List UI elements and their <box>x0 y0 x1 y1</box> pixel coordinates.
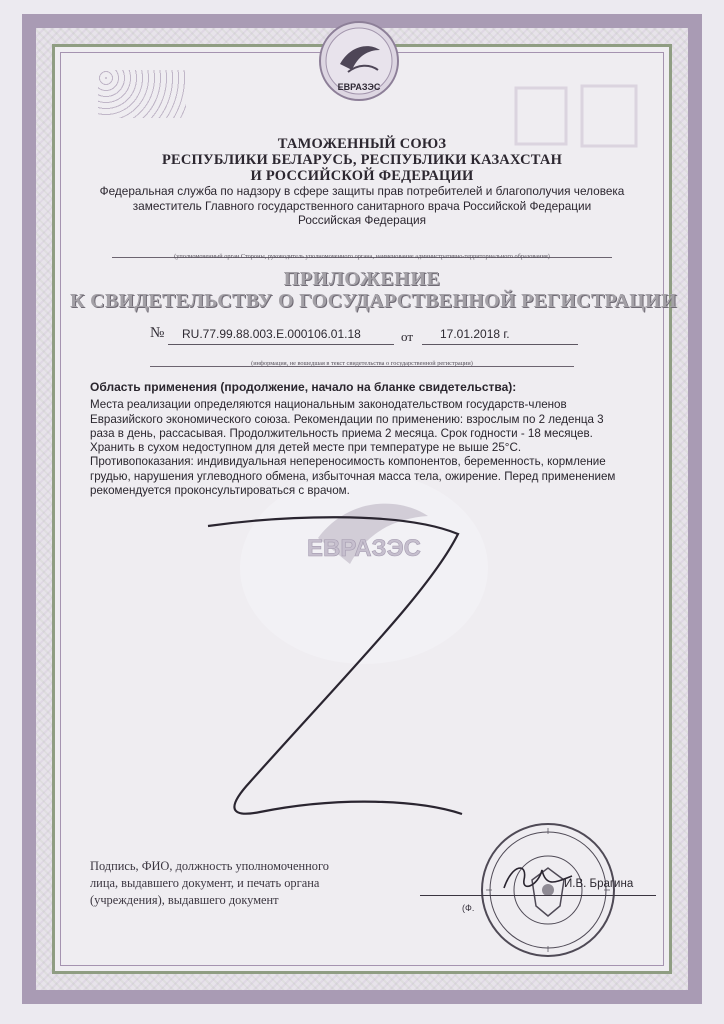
service-line: заместитель Главного государственного санитарного врача Российской Федерации <box>132 198 592 213</box>
text-line: грудью, нарушения углеводного обмена, избыточная масса тела, ожирение. Перед применением <box>90 469 616 483</box>
cancellation-z-stroke <box>190 500 490 830</box>
customs-union-header <box>70 136 654 184</box>
guilloche-pattern <box>98 70 186 118</box>
info-underline <box>150 366 574 367</box>
service-header <box>70 184 654 228</box>
registration-date: 17.01.2018 г. <box>440 327 510 341</box>
signer-name: И.В. Брагина <box>564 878 634 890</box>
emblem-label: ЕВРАЗЭС <box>337 82 381 92</box>
signature-instructions <box>90 858 394 909</box>
number-sign: № <box>150 325 165 341</box>
signature-instructions-line: (учреждения), выдавшего документ <box>90 893 279 907</box>
text-line: Места реализации определяются национальным законодательством государств-членов <box>90 398 567 412</box>
watermark-label: ЕВРАЗЭС <box>306 535 422 562</box>
application-heading: Область применения (продолжение, начало на бланке свидетельства): <box>90 380 517 394</box>
document-title: ПРИЛОЖЕНИЕ <box>283 268 441 290</box>
application-area-text <box>90 380 650 498</box>
number-underline <box>168 344 394 345</box>
from-label: от <box>401 329 414 344</box>
info-caption: (информация, не вошедшая в текст свидетельства о государственной регистрации) <box>251 360 473 367</box>
seal-label: (Ф. <box>462 903 475 913</box>
signature-line <box>420 895 656 896</box>
text-line: рекомендуется проконсультироваться с врачом. <box>90 484 350 498</box>
union-line: И РОССИЙСКОЙ ФЕДЕРАЦИИ <box>250 168 474 184</box>
eurasec-emblem-icon <box>318 20 400 102</box>
service-line: Федеральная служба по надзору в сфере защиты прав потребителей и благополучия человека <box>99 184 625 198</box>
text-line: Хранить в сухом недоступном для детей месте при температуре не выше 25°С. <box>90 441 522 455</box>
date-underline <box>422 344 578 345</box>
text-line: раза в день, рассасывая. Продолжительность приема 2 месяца. Срок годности - 18 месяцев. <box>90 426 593 440</box>
service-line: Российская Федерация <box>297 213 426 227</box>
text-line: Евразийского экономического союза. Рекомендации по применению: взрослым по 2 леденца 3 <box>90 412 604 426</box>
signature-instructions-line: лица, выдавшего документ, и печать органа <box>90 876 320 890</box>
union-line: ТАМОЖЕННЫЙ СОЮЗ <box>277 136 447 152</box>
authority-caption: (уполномоченный орган Стороны, руководитель уполномоченного органа, наименование административно-территориального образования) <box>174 253 550 260</box>
text-line: Противопоказания: индивидуальная непереносимость компонентов, беременность, кормление <box>90 455 606 469</box>
union-line: РЕСПУБЛИКИ БЕЛАРУСЬ, РЕСПУБЛИКИ КАЗАХСТАН <box>161 152 563 168</box>
signature-instructions-line: Подпись, ФИО, должность уполномоченного <box>90 859 329 873</box>
document-subtitle: К СВИДЕТЕЛЬСТВУ О ГОСУДАРСТВЕННОЙ РЕГИСТРАЦИИ <box>70 290 677 312</box>
registration-number: RU.77.99.88.003.E.000106.01.18 <box>182 327 361 341</box>
